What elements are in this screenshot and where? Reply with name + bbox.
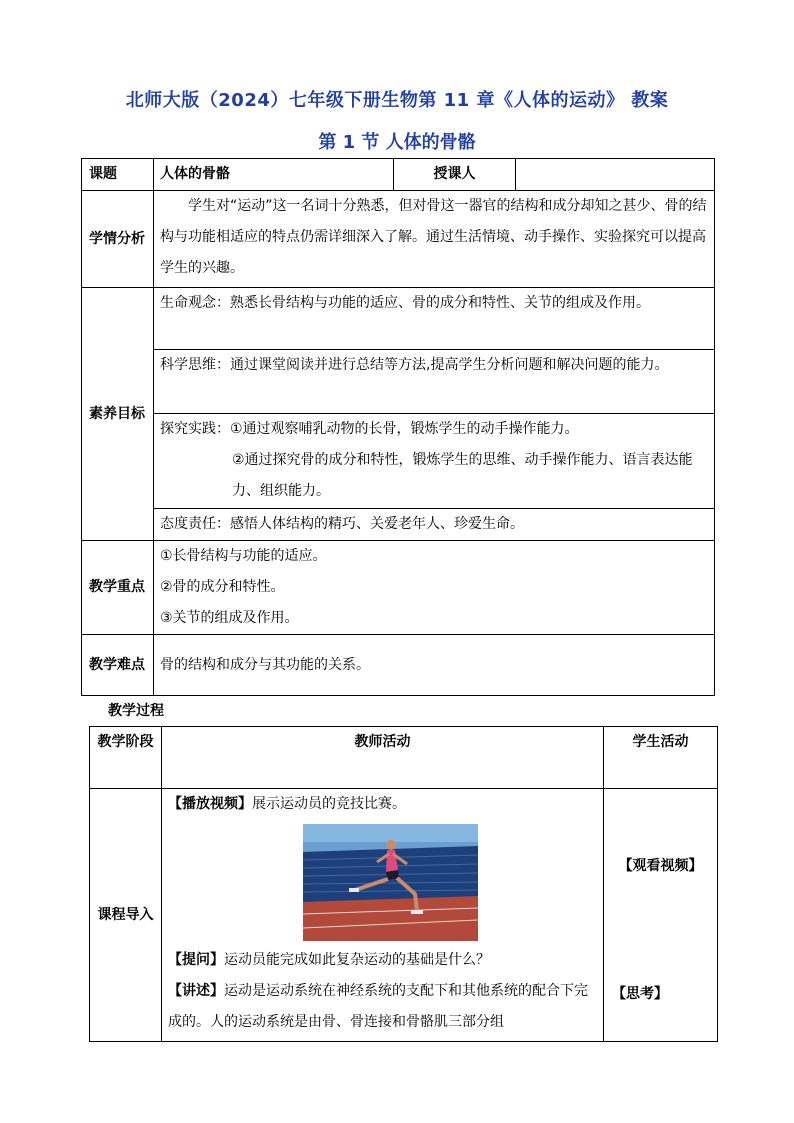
lecture-text: 运动是运动系统在神经系统的支配下和其他系统的配合下完成的。人的运动系统是由骨、骨连接和骨骼肌三部分组 bbox=[168, 983, 588, 1030]
difficult-label: 教学难点 bbox=[82, 635, 154, 696]
topic-value: 人体的骨骼 bbox=[154, 159, 394, 191]
goal-practice-1: 探究实践：①通过观察哺乳动物的长骨，锻炼学生的动手操作能力。 bbox=[160, 421, 579, 437]
document-title: 北师大版（2024）七年级下册生物第 11 章《人体的运动》 教案 bbox=[125, 90, 669, 111]
key-label: 教学重点 bbox=[82, 541, 154, 635]
topic-label: 课题 bbox=[82, 159, 154, 191]
info-table bbox=[81, 158, 715, 696]
tag-video: 【播放视频】 bbox=[168, 796, 252, 812]
goal-row-4 bbox=[82, 509, 715, 541]
teacher-label: 授课人 bbox=[394, 159, 516, 191]
teacher-value bbox=[516, 159, 715, 191]
difficult-row bbox=[82, 635, 715, 696]
col-stage-header: 教学阶段 bbox=[90, 727, 162, 789]
lecture-line bbox=[168, 976, 597, 1038]
goal-row-2 bbox=[82, 350, 715, 414]
student-watch: 【观看视频】 bbox=[618, 858, 703, 874]
video-text: 展示运动员的竞技比赛。 bbox=[252, 796, 406, 812]
question-line bbox=[168, 945, 597, 976]
athlete-photo bbox=[303, 824, 478, 941]
intro-row bbox=[90, 789, 718, 1042]
key-row bbox=[82, 541, 715, 635]
process-label: 教学过程 bbox=[108, 703, 164, 719]
tag-lecture: 【讲述】 bbox=[168, 983, 224, 999]
goal-row-3 bbox=[82, 414, 715, 509]
col-teacher-header: 教师活动 bbox=[162, 727, 604, 789]
goal-attitude: 态度责任：感悟人体结构的精巧、关爱老年人、珍爱生命。 bbox=[154, 509, 715, 541]
topic-row bbox=[82, 159, 715, 191]
student-think: 【思考】 bbox=[612, 986, 668, 1002]
key-point-3: ③关节的组成及作用。 bbox=[160, 610, 299, 626]
goal-row-1 bbox=[82, 288, 715, 350]
analysis-text: 学生对“运动”这一名词十分熟悉，但对骨这一器官的结构和成分却知之甚少、骨的结构与功能相适应的特点仍需详细深入了解。通过生活情境、动手操作、实验探究可以提高学生的兴趣。 bbox=[154, 191, 715, 288]
section-subtitle: 第 1 节 人体的骨骼 bbox=[318, 132, 476, 153]
difficult-text: 骨的结构和成分与其功能的关系。 bbox=[154, 635, 715, 696]
question-text: 运动员能完成如此复杂运动的基础是什么？ bbox=[224, 952, 490, 968]
process-table bbox=[89, 726, 718, 1042]
video-line bbox=[168, 789, 597, 820]
stage-intro: 课程导入 bbox=[90, 789, 162, 1042]
goal-science: 科学思维：通过课堂阅读并进行总结等方法,提高学生分析问题和解决问题的能力。 bbox=[154, 350, 715, 414]
goal-practice-2: ②通过探究骨的成分和特性，锻炼学生的思维、动手操作能力、语言表达能力、组织能力。 bbox=[232, 452, 693, 499]
key-point-2: ②骨的成分和特性。 bbox=[160, 579, 285, 595]
key-point-1: ①长骨结构与功能的适应。 bbox=[160, 548, 327, 564]
col-student-header: 学生活动 bbox=[604, 727, 718, 789]
analysis-label: 学情分析 bbox=[82, 191, 154, 288]
goals-label: 素养目标 bbox=[82, 288, 154, 541]
tag-question: 【提问】 bbox=[168, 952, 224, 968]
goal-life: 生命观念：熟悉长骨结构与功能的适应、骨的成分和特性、关节的组成及作用。 bbox=[154, 288, 715, 350]
analysis-row bbox=[82, 191, 715, 288]
process-header-row bbox=[90, 727, 718, 789]
